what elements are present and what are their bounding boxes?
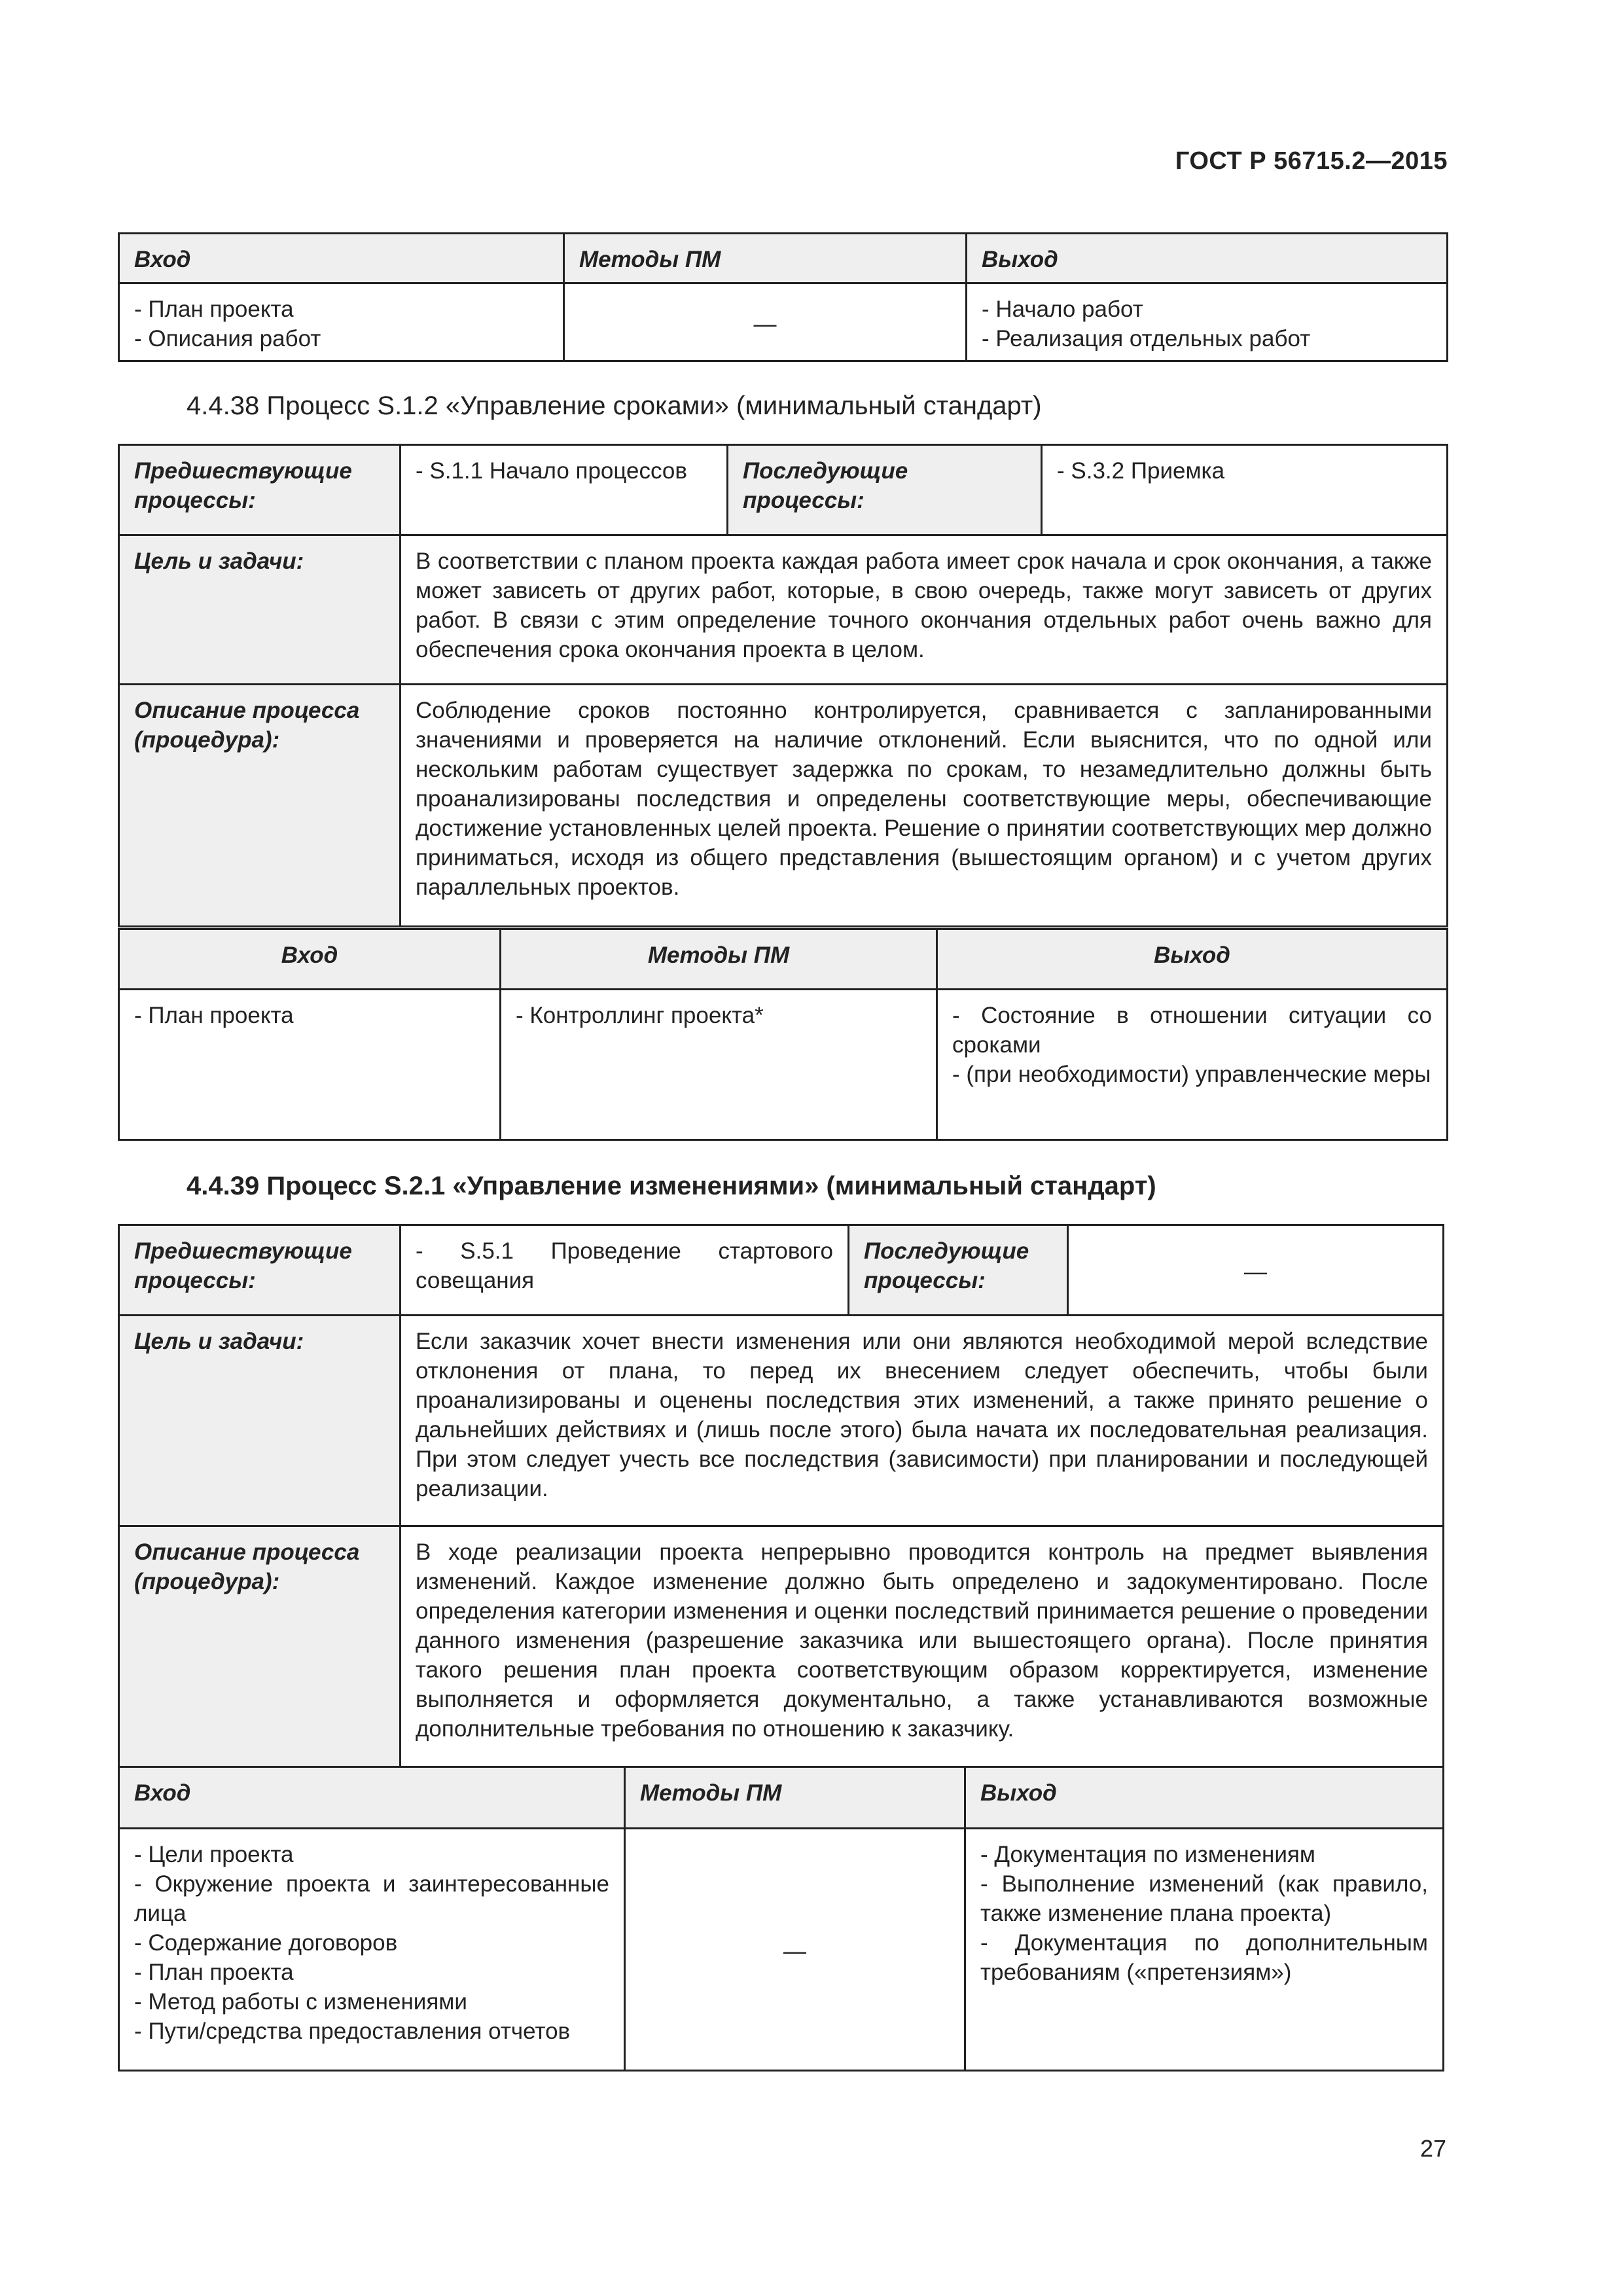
list-item: - План проекта [134,1960,294,1985]
input-header: Вход [119,1767,625,1829]
document-header: ГОСТ Р 56715.2—2015 [1175,147,1448,175]
methods-cell: - Контроллинг проекта* [501,990,937,1140]
list-item: - Реализация отдельных работ [982,326,1311,351]
section-heading-4438: 4.4.38 Процесс S.1.2 «Управление сроками» (минимальный стандарт) [187,391,1042,420]
output-cell [965,1829,1444,2071]
goal-text: Если заказчик хочет внести изменения или они являются необходимой мерой вследствие отклонения от плана, то перед их внесением следует обеспечить, чтобы были проанализированы и оценены последствия этих изменений, а также принято решение о дальнейших действиях и (лишь после этого) была начата их последовательная реализация. При этом следует учесть все последствия (зависимости) при планировании и последующей реализации. [401,1316,1444,1526]
page-number: 27 [1419,2135,1446,2162]
process-table-4439 [118,1224,1444,1768]
output-header: Выход [965,1767,1444,1829]
list-item: - Документация по изменениям [980,1842,1315,1867]
next-processes-label: Последующие процессы: [849,1225,1068,1316]
description-label: Описание процесса (процедура): [119,685,401,927]
section-heading-4439: 4.4.39 Процесс S.2.1 «Управление изменениями» (минимальный стандарт) [187,1172,1156,1200]
io-table-4439 [118,1766,1444,2072]
list-item: - Состояние в отношении ситуации со сроками [952,1003,1432,1058]
prev-processes-value: - S.1.1 Начало процессов [401,445,728,535]
input-header: Вход [119,234,564,283]
input-cell [119,990,501,1140]
list-item: - Цели проекта [134,1842,294,1867]
list-item: - Метод работы с изменениями [134,1989,467,2015]
prev-processes-value: - S.5.1 Проведение стартового совещания [401,1225,849,1316]
description-text: Соблюдение сроков постоянно контролируется, сравнивается с запланированными значениями и проверяется на наличие отклонений. Если выяснится, что по одной или нескольким работам существует задержка по срокам, то незамедлительно должны быть проанализированы последствия и определены соответствующие меры, обеспечивающие достижение установленных целей проекта. Решение о принятии соответствующих мер должно приниматься, исходя из общего представления (вышестоящим органом) и с учетом других параллельных проектов. [401,685,1448,927]
next-processes-value: - S.3.2 Приемка [1042,445,1448,535]
input-cell [119,1829,625,2071]
next-processes-value: — [1068,1225,1444,1316]
list-item: - (при необходимости) управленческие меры [952,1062,1431,1087]
input-header: Вход [119,929,501,990]
methods-header: Методы ПМ [564,234,967,283]
description-label: Описание процесса (процедура): [119,1526,401,1767]
next-processes-label: Последующие процессы: [728,445,1042,535]
goal-text: В соответствии с планом проекта каждая работа имеет срок начала и срок окончания, а также может зависеть от других работ, которые, в свою очередь, также могут зависеть от других работ. В связи с этим определение точного окончания отдельных работ очень важно для обеспечения срока окончания проекта в целом. [401,535,1448,685]
list-item: - Пути/средства предоставления отчетов [134,2018,571,2044]
list-item: - Окружение проекта и заинтересованные лица [134,1871,609,1926]
list-item: - Описания работ [134,326,321,351]
methods-header: Методы ПМ [501,929,937,990]
goal-label: Цель и задачи: [119,1316,401,1526]
input-cell [119,283,564,361]
output-cell [967,283,1448,361]
io-table-4438 [118,928,1448,1141]
prev-processes-label: Предшествующие процессы: [119,1225,401,1316]
output-header: Выход [937,929,1448,990]
methods-cell: — [625,1829,965,2071]
methods-cell: — [564,283,967,361]
description-text: В ходе реализации проекта непрерывно проводится контроль на предмет выявления изменений. Каждое изменение должно быть определено и задокументировано. После определения категории изменения и оценки последствий принимается решение о проведении данного изменения (разрешение заказчика или вышестоящего органа). После принятия такого решения план проекта соответствующим образом корректируется, изменение выполняется и оформляется документально, а также устанавливаются возможные дополнительные требования по отношению к заказчику. [401,1526,1444,1767]
prev-processes-label: Предшествующие процессы: [119,445,401,535]
list-item: - Документация по дополнительным требованиям («претензиям») [980,1930,1428,1985]
list-item: - Начало работ [982,296,1143,322]
list-item: - Содержание договоров [134,1930,398,1956]
list-item: - Выполнение изменений (как правило, также изменение плана проекта) [980,1871,1428,1926]
top-io-table [118,232,1448,362]
list-item: - План проекта [134,296,294,322]
goal-label: Цель и задачи: [119,535,401,685]
output-header: Выход [967,234,1448,283]
list-item: - План проекта [134,1003,294,1028]
output-cell [937,990,1448,1140]
methods-header: Методы ПМ [625,1767,965,1829]
process-table-4438 [118,444,1448,927]
